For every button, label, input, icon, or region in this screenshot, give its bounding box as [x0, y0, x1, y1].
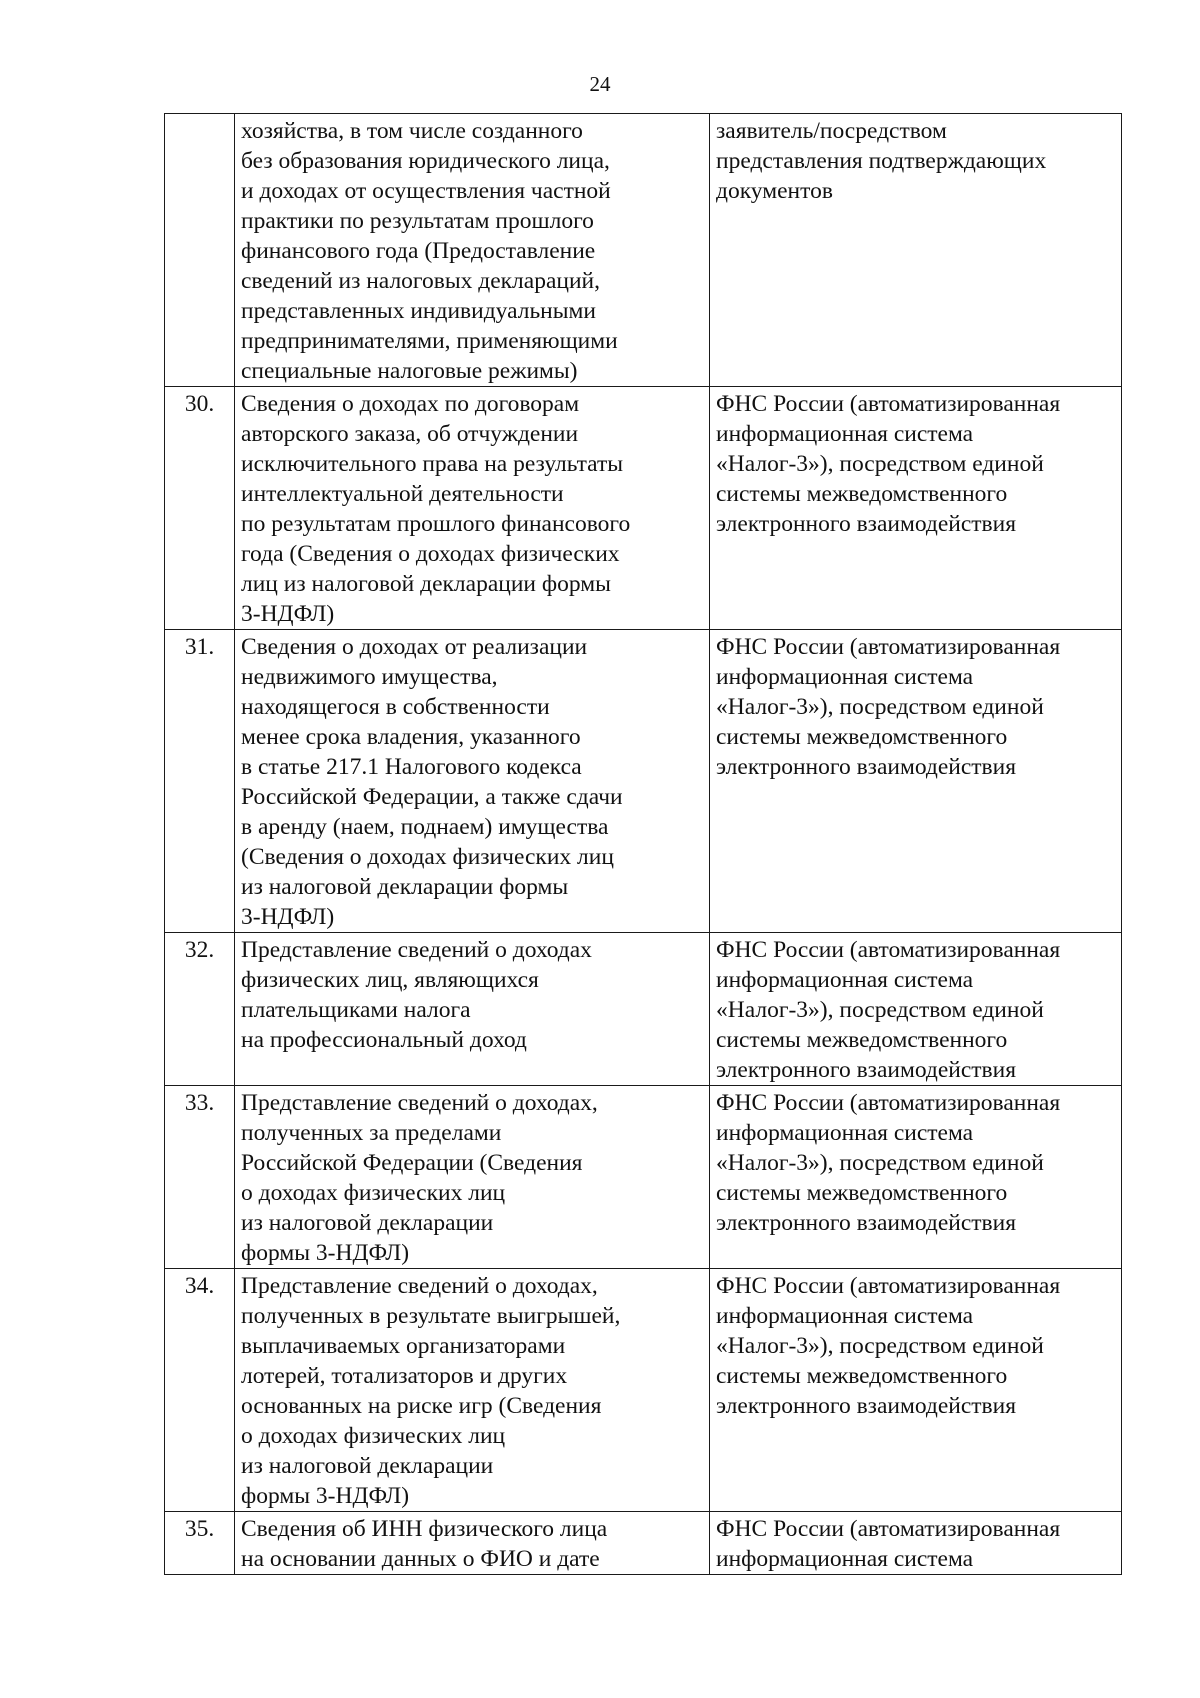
source-line: ФНС России (автоматизированная: [716, 1273, 1061, 1299]
row-description: [235, 630, 710, 933]
description-line: из налоговой декларации: [241, 1210, 494, 1236]
source-line: «Налог-3»), посредством единой: [716, 997, 1044, 1023]
source-line: документов: [716, 178, 833, 204]
source-line: ФНС России (автоматизированная: [716, 1516, 1061, 1542]
table-row: [165, 630, 1122, 933]
row-description: [235, 1269, 710, 1512]
description-line: полученных в результате выигрышей,: [241, 1303, 621, 1329]
row-number: 30.: [165, 387, 235, 630]
table-row: [165, 1086, 1122, 1269]
description-line: 3-НДФЛ): [241, 904, 335, 930]
source-line: электронного взаимодействия: [716, 754, 1017, 780]
description-line: (Сведения о доходах физических лиц: [241, 844, 614, 870]
description-line: года (Сведения о доходах физических: [241, 541, 620, 567]
description-line: Сведения о доходах от реализации: [241, 634, 588, 660]
description-line: предпринимателями, применяющими: [241, 328, 618, 354]
description-line: исключительного права на результаты: [241, 451, 624, 477]
description-line: недвижимого имущества,: [241, 664, 498, 690]
row-description: [235, 1086, 710, 1269]
source-line: информационная система: [716, 1546, 974, 1572]
page-number: 24: [589, 72, 611, 96]
description-line: из налоговой декларации: [241, 1453, 494, 1479]
description-line: формы 3-НДФЛ): [241, 1483, 410, 1509]
source-line: системы межведомственного: [716, 724, 1008, 750]
description-line: без образования юридического лица,: [241, 148, 610, 174]
description-line: специальные налоговые режимы): [241, 358, 578, 384]
description-line: практики по результатам прошлого: [241, 208, 594, 234]
description-line: лотерей, тотализаторов и других: [241, 1363, 568, 1389]
source-line: электронного взаимодействия: [716, 1210, 1017, 1236]
source-line: представления подтверждающих: [716, 148, 1047, 174]
description-line: финансового года (Предоставление: [241, 238, 596, 264]
source-line: «Налог-3»), посредством единой: [716, 1150, 1044, 1176]
row-number: 32.: [165, 933, 235, 1086]
source-line: информационная система: [716, 1120, 974, 1146]
description-line: плательщиками налога: [241, 997, 471, 1023]
row-source: [710, 1086, 1122, 1269]
description-line: формы 3-НДФЛ): [241, 1240, 410, 1266]
source-line: ФНС России (автоматизированная: [716, 937, 1061, 963]
source-line: информационная система: [716, 421, 974, 447]
description-line: менее срока владения, указанного: [241, 724, 581, 750]
description-line: физических лиц, являющихся: [241, 967, 539, 993]
row-source: [710, 1269, 1122, 1512]
description-line: полученных за пределами: [241, 1120, 502, 1146]
table-row: [165, 933, 1122, 1086]
row-description: [235, 1512, 710, 1575]
row-number: 35.: [165, 1512, 235, 1575]
source-line: электронного взаимодействия: [716, 511, 1017, 537]
description-line: Российской Федерации, а также сдачи: [241, 784, 623, 810]
row-number: 31.: [165, 630, 235, 933]
source-line: информационная система: [716, 664, 974, 690]
description-line: Российской Федерации (Сведения: [241, 1150, 583, 1176]
description-line: Представление сведений о доходах,: [241, 1090, 598, 1116]
source-line: ФНС России (автоматизированная: [716, 1090, 1061, 1116]
row-source: [710, 114, 1122, 387]
description-line: на профессиональный доход: [241, 1027, 527, 1053]
row-number: 33.: [165, 1086, 235, 1269]
description-line: 3-НДФЛ): [241, 601, 335, 627]
source-line: «Налог-3»), посредством единой: [716, 694, 1044, 720]
source-line: электронного взаимодействия: [716, 1057, 1017, 1083]
source-line: ФНС России (автоматизированная: [716, 634, 1061, 660]
description-line: в аренду (наем, поднаем) имущества: [241, 814, 609, 840]
source-line: ФНС России (автоматизированная: [716, 391, 1061, 417]
table-row: [165, 114, 1122, 387]
description-line: лиц из налоговой декларации формы: [241, 571, 611, 597]
source-line: информационная система: [716, 967, 974, 993]
source-line: системы межведомственного: [716, 1027, 1008, 1053]
row-source: [710, 1512, 1122, 1575]
description-line: находящегося в собственности: [241, 694, 550, 720]
description-line: авторского заказа, об отчуждении: [241, 421, 579, 447]
source-line: информационная система: [716, 1303, 974, 1329]
row-number: 34.: [165, 1269, 235, 1512]
row-description: [235, 387, 710, 630]
description-line: на основании данных о ФИО и дате: [241, 1546, 600, 1572]
description-line: о доходах физических лиц: [241, 1180, 506, 1206]
row-description: [235, 114, 710, 387]
description-line: Представление сведений о доходах: [241, 937, 592, 963]
description-line: Представление сведений о доходах,: [241, 1273, 598, 1299]
row-number: [165, 114, 235, 387]
description-line: Сведения об ИНН физического лица: [241, 1516, 608, 1542]
source-line: системы межведомственного: [716, 481, 1008, 507]
source-line: «Налог-3»), посредством единой: [716, 1333, 1044, 1359]
row-source: [710, 933, 1122, 1086]
source-line: «Налог-3»), посредством единой: [716, 451, 1044, 477]
row-source: [710, 387, 1122, 630]
description-line: сведений из налоговых деклараций,: [241, 268, 600, 294]
description-line: и доходах от осуществления частной: [241, 178, 611, 204]
description-line: о доходах физических лиц: [241, 1423, 506, 1449]
description-line: по результатам прошлого финансового: [241, 511, 631, 537]
table-row: [165, 1512, 1122, 1575]
description-line: хозяйства, в том числе созданного: [241, 118, 583, 144]
description-line: представленных индивидуальными: [241, 298, 596, 324]
description-line: в статье 217.1 Налогового кодекса: [241, 754, 582, 780]
table-row: [165, 387, 1122, 630]
source-line: электронного взаимодействия: [716, 1393, 1017, 1419]
source-line: заявитель/посредством: [716, 118, 947, 144]
description-line: Сведения о доходах по договорам: [241, 391, 580, 417]
source-line: системы межведомственного: [716, 1363, 1008, 1389]
description-line: выплачиваемых организаторами: [241, 1333, 566, 1359]
services-table: [164, 113, 1122, 1575]
row-source: [710, 630, 1122, 933]
description-line: из налоговой декларации формы: [241, 874, 569, 900]
source-line: системы межведомственного: [716, 1180, 1008, 1206]
row-description: [235, 933, 710, 1086]
table-row: [165, 1269, 1122, 1512]
description-line: интеллектуальной деятельности: [241, 481, 564, 507]
description-line: основанных на риске игр (Сведения: [241, 1393, 602, 1419]
